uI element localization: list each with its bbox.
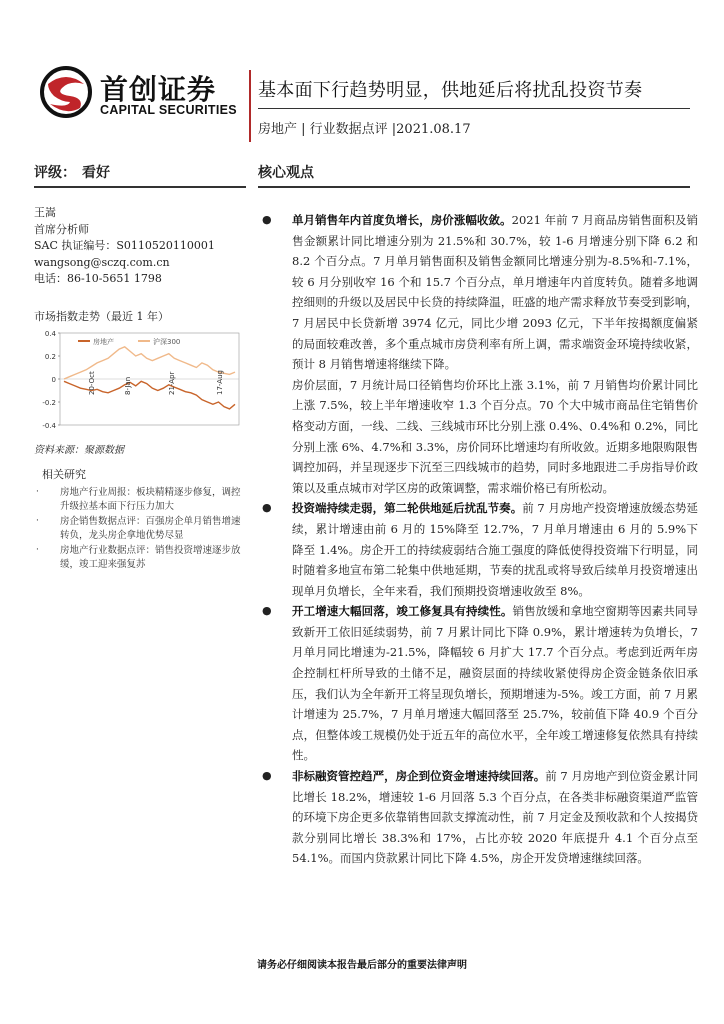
logo-mark-icon [40,66,92,118]
core-point: ● 开工增速大幅回落，竣工修复具有持续性。销售放缓和拿地空窗期等因素共同导致新开工依旧延续弱势，前 7 月累计同比下降 0.9%，累计增速转为负增长，7 月单月同比增速为-21.5%，降幅较 6 月扩大 17.7 个百分点。考虑到近两年房企控制杠杆所导致的土储不足，融资层面的持续收紧使得房企资金链条依旧承压，我们认为全年新开工将呈现负增长，预期增速为-5%。竣工方面，前 7 月累计增速为 25.7%，7 月单月增速大幅回落至 25.7%，较前值下降 40.9 个百分点，但整体竣工规模仍处于近五年的高位水平，全年竣工增速修复依然具有持续性。 [262,601,698,766]
core-points [262,210,698,869]
legal-footer: 请务必仔细阅读本报告最后部分的重要法律声明 [257,960,467,971]
core-title: 核心观点 [258,165,314,181]
analyst-sac: SAC 执证编号：S0110520110001 [34,239,215,252]
core-rule [258,186,690,188]
bullet-dot-icon: ● [262,604,272,618]
rating-label: 评级： [34,165,76,181]
rating-value: 看好 [82,165,110,181]
x-tick-label: 21-Apr [168,371,176,395]
related-title: 相关研究 [42,468,86,481]
x-tick-label: 17-Aug [216,370,224,395]
header-divider [249,70,251,142]
legend-label: 房地产 [93,338,114,346]
x-tick-label: 20-Oct [88,371,96,395]
company-logo [40,66,240,126]
analyst-info [34,205,215,288]
report-subtitle: 房地产 | 行业数据点评 |2021.08.17 [258,122,471,137]
market-index-chart [34,325,244,435]
related-item[interactable]: · 房企销售数据点评：百强房企单月销售增速转负，龙头房企拿地优势尽显 [36,516,241,541]
legend-label: 沪深300 [153,338,181,346]
y-tick-label: -0.2 [42,399,56,407]
y-tick-label: 0 [51,376,56,384]
y-tick-label: 0.2 [44,353,56,361]
report-title: 基本面下行趋势明显，供地延后将扰乱投资节奏 [258,80,643,101]
title-rule [258,108,690,109]
bullet-dot-icon: · [36,487,39,497]
x-tick-label: 8-Jan [124,376,132,395]
bullet-dot-icon: · [36,516,39,526]
rating-rule [34,186,246,188]
chart-source: 资料来源：聚源数据 [34,445,124,456]
core-point: ● 投资端持续走弱，第二轮供地延后扰乱节奏。前 7 月房地产投资增速放缓态势延续，累计增速由前 6 月的 15%降至 12.7%，7 月单月增速由 6 月的 5.9%下降至 1.4%。房企开工的持续疲弱结合施工强度的降低使得投资端下行明显，同时随着多地宣布第二轮集中供地延期，节奏的扰乱或将导致后续单月投资增速出现单月负增长，全年来看，我们预期投资增速收敛至 8%。 [262,498,698,601]
y-tick-label: 0.4 [44,330,56,338]
y-tick-label: -0.4 [42,422,56,430]
analyst-email[interactable]: wangsong@sczq.com.cn [34,255,170,269]
analyst-name: 王嵩 [34,206,56,219]
core-point-extra: 房价层面，7 月统计局口径销售均价环比上涨 3.1%，前 7 月销售均价累计同比上涨 7.5%，较上半年增速收窄 1.3 个百分点。70 个大中城市商品住宅销售价格变动方面，一线、二线、三线城市环比分别上涨 0.4%、0.4%和 0.2%，同比分别上涨 6%、4.7%和 3.3%，房价同环比增速均有所收敛。近期多地限购限售调控加码，并呈现逐步下沉至三四线城市的趋势，同时多地跟进二手房指导价政策以及重点城市对学区房的政策调整，需求端价格已有所松动。 [292,377,698,495]
bullet-dot-icon: ● [262,501,272,515]
analyst-role: 首席分析师 [34,222,89,236]
logo-text-en: CAPITAL SECURITIES [100,103,237,117]
bullet-dot-icon: ● [262,769,272,783]
related-item[interactable]: · 房地产行业周报：板块精精逐步修复，调控升级拉基本面下行压力加大 [36,487,241,512]
core-point: ● 单月销售年内首度负增长，房价涨幅收敛。2021 年前 7 月商品房销售面积及销售金额累计同比增速分别为 21.5%和 30.7%，较 1-6 月增速分别下降 6.2 和 8.2 个百分点。7 月单月销售面积及销售金额同比增速分别为-8.5%和-7.1%，较 6 月分别收窄 16 个和 15.7 个百分点，单月增速年内首度转负。随着多地调控细则的升级以及居民中长贷的持续降温，旺盛的地产需求释放节奏受到影响，7 月居民中长贷新增 3974 亿元，同比少增 2093 亿元，下半年按揭额度偏紧的局面较难改善，多个重点城市房贷利率有所上调，需求端资金环境持续收紧，预计 8 月销售增速将继续下降。 [262,210,698,375]
logo-text-cn: 首创证券 [100,73,217,106]
analyst-phone: 电话：86-10-5651 1798 [34,272,162,285]
rating [34,162,110,182]
related-list [34,486,246,573]
bullet-dot-icon: · [36,545,39,555]
related-item[interactable]: · 房地产行业数据点评：销售投资增速逐步放缓，竣工迎来强复苏 [36,545,241,570]
core-point: ● 非标融资管控趋严，房企到位资金增速持续回落。前 7 月房地产到位资金累计同比增长 18.2%，增速较 1-6 月回落 5.3 个百分点，在各类非标融资渠道严监管的环境下房企更多依靠销售回款支撑流动性，前 7 月定金及预收款和个人按揭贷款分别同比增长 38.3%和 17%，占比亦较 2020 年底提升 4.1 个百分点至 54.1%。而国内贷款累计同比下降 4.5%，房企开发贷增速继续回落。 [262,766,698,869]
bullet-dot-icon: ● [262,213,272,226]
chart-title: 市场指数走势（最近 1 年） [34,310,169,323]
